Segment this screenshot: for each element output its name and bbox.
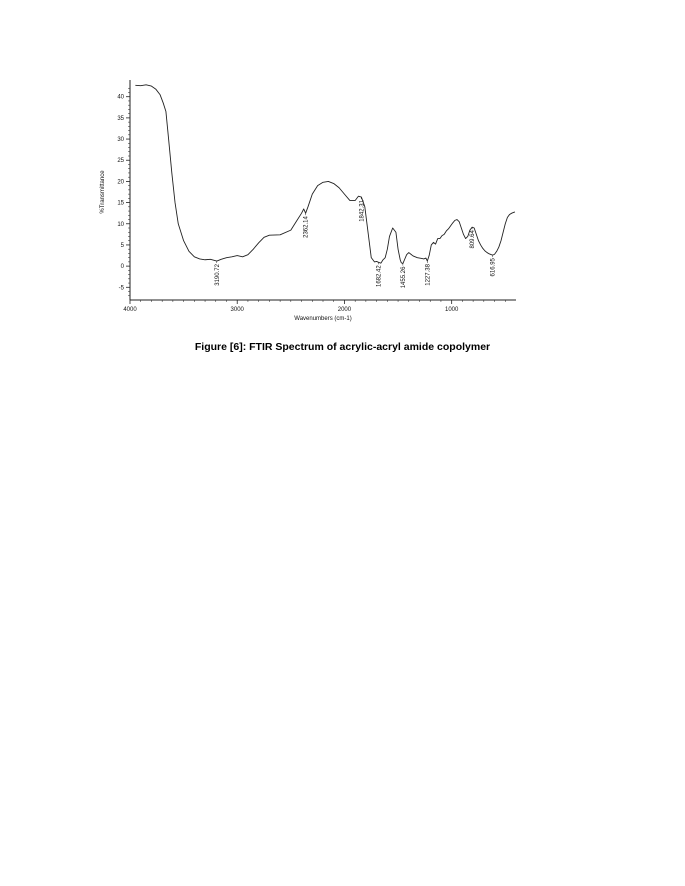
spectrum-line [135, 85, 515, 264]
chart-axes [130, 80, 516, 300]
ftir-figure [0, 0, 685, 340]
x-axis-title: Wavenumbers (cm-1) [294, 316, 352, 322]
y-tick-label: 30 [117, 137, 124, 144]
peak-label: 616.95 [490, 258, 497, 277]
y-tick-label: 0 [120, 264, 124, 271]
y-tick-label: 5 [120, 242, 124, 249]
chart-series [135, 85, 515, 264]
x-tick-label: 3000 [230, 307, 244, 313]
chart-ticks [117, 88, 505, 313]
peak-label: 1682.42 [376, 265, 383, 288]
y-tick-label: 10 [117, 221, 124, 228]
peak-label: 1227.38 [425, 264, 432, 286]
x-tick-label: 2000 [337, 307, 352, 313]
peak-label: 2362.14 [303, 216, 310, 238]
y-tick-label: 25 [117, 158, 124, 165]
peak-label: 809.64 [470, 230, 477, 249]
y-tick-label: -5 [118, 285, 124, 292]
x-tick-label: 4000 [123, 307, 137, 313]
y-tick-label: 35 [117, 115, 124, 122]
y-tick-label: 20 [117, 179, 124, 186]
y-tick-label: 15 [117, 200, 124, 207]
ftir-spectrum-chart [0, 0, 685, 340]
peak-label: 3190.72 [214, 264, 221, 286]
y-axis-title: %Transmittance [100, 170, 106, 214]
chart-peak-labels [215, 197, 497, 288]
figure-caption: Figure [6]: FTIR Spectrum of acrylic-acryl amide copolymer [194, 341, 491, 353]
peak-label: 1842.31 [359, 200, 366, 222]
x-tick-label: 1000 [444, 307, 459, 313]
peak-label: 1455.26 [400, 266, 407, 289]
y-tick-label: 40 [117, 94, 124, 101]
